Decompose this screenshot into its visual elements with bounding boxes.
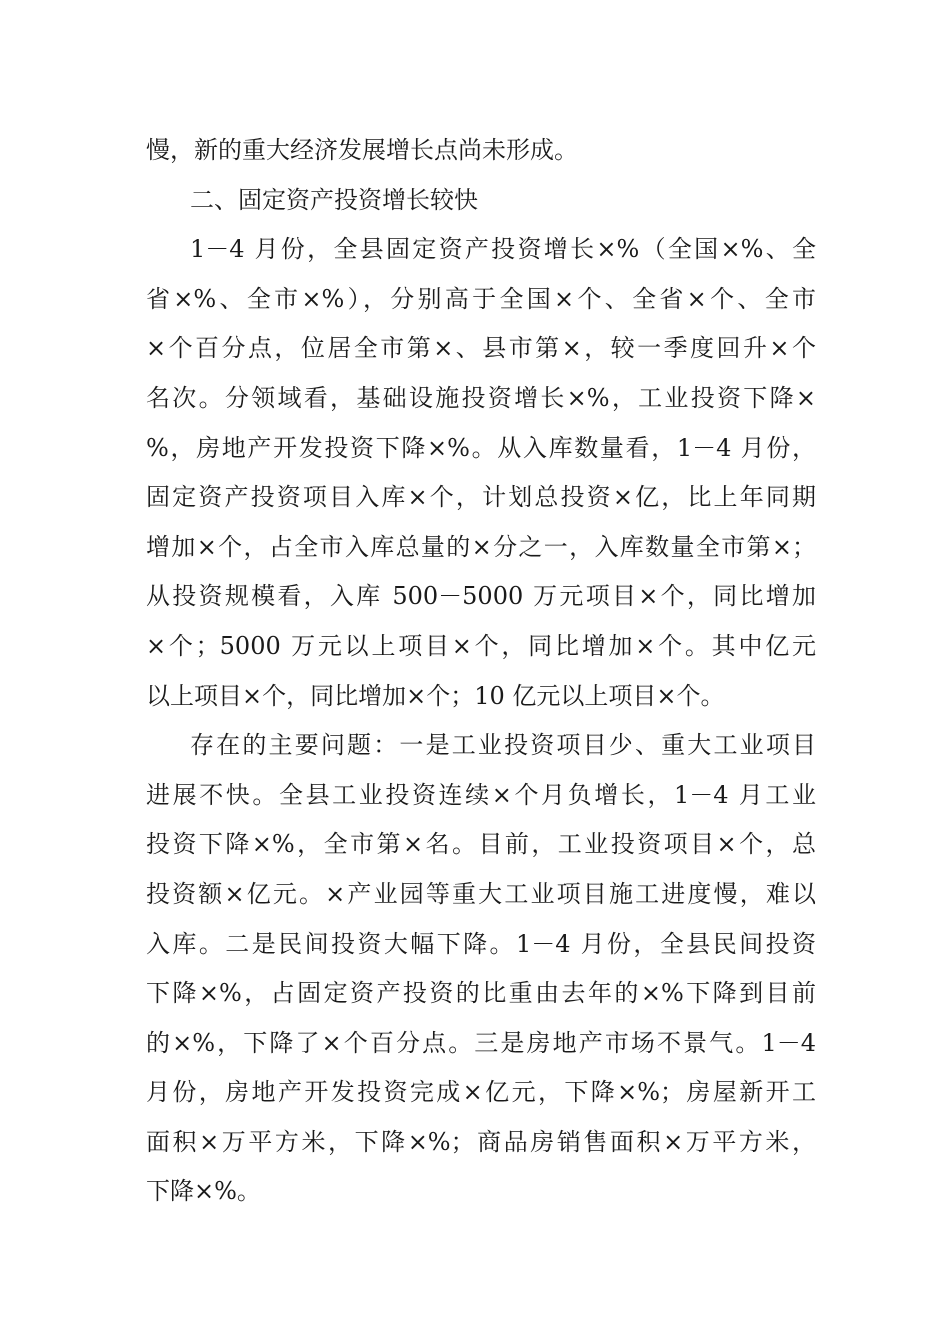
text-line-7: %，房地产开发投资下降×%。从入库数量看，1－4 月份， xyxy=(146,433,816,462)
text-line-10: 从投资规模看，入库 500－5000 万元项目×个，同比增加 xyxy=(146,582,816,611)
text-line-6: 名次。分领域看，基础设施投资增长×%，工业投资下降× xyxy=(146,383,816,412)
text-line-16: 投资额×亿元。×产业园等重大工业项目施工进度慢，难以 xyxy=(146,879,816,908)
text-line-8: 固定资产投资项目入库×个，计划总投资×亿，比上年同期 xyxy=(146,483,816,512)
document-body xyxy=(146,126,816,1217)
text-line-12: 以上项目×个，同比增加×个；10 亿元以上项目×个。 xyxy=(146,681,725,710)
section-heading: 二、固定资产投资增长较快 xyxy=(190,185,478,214)
text-line-17: 入库。二是民间投资大幅下降。1－4 月份，全县民间投资 xyxy=(146,929,816,958)
text-line-11: ×个；5000 万元以上项目×个，同比增加×个。其中亿元 xyxy=(146,631,816,660)
text-line-19: 的×%，下降了×个百分点。三是房地产市场不景气。1－4 xyxy=(146,1028,816,1057)
text-line-22: 下降×%。 xyxy=(146,1177,261,1206)
text-line-14: 进展不快。全县工业投资连续×个月负增长，1－4 月工业 xyxy=(146,780,816,809)
text-line-20: 月份，房地产开发投资完成×亿元，下降×%；房屋新开工 xyxy=(146,1078,816,1107)
text-line-15: 投资下降×%，全市第×名。目前，工业投资项目×个，总 xyxy=(146,830,816,859)
text-line-9: 增加×个，占全市入库总量的×分之一，入库数量全市第×； xyxy=(146,532,816,561)
text-line-18: 下降×%，占固定资产投资的比重由去年的×%下降到目前 xyxy=(146,979,816,1008)
text-line-1: 慢，新的重大经济发展增长点尚未形成。 xyxy=(146,136,578,164)
text-line-21: 面积×万平方米，下降×%；商品房销售面积×万平方米， xyxy=(146,1127,816,1156)
text-line-4: 省×%、全市×%），分别高于全国×个、全省×个、全市 xyxy=(146,284,816,313)
text-line-3: 1－4 月份，全县固定资产投资增长×%（全国×%、全 xyxy=(190,235,816,264)
text-line-5: ×个百分点，位居全市第×、县市第×，较一季度回升×个 xyxy=(146,334,816,363)
text-line-13: 存在的主要问题：一是工业投资项目少、重大工业项目 xyxy=(190,731,816,760)
